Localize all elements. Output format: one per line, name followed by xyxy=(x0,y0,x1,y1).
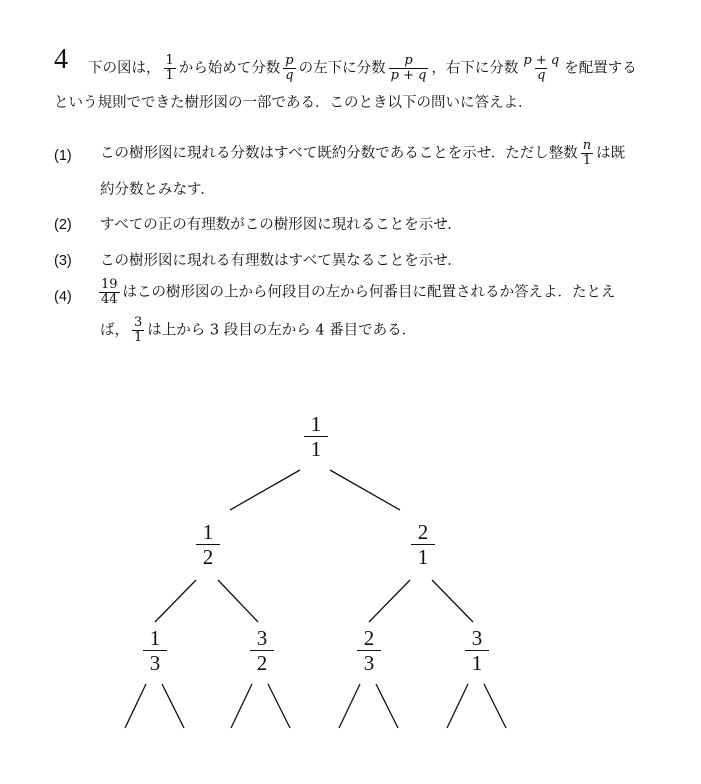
question-3-text: この樹形図に現れる有理数はすべて異なることを示せ． xyxy=(100,253,462,269)
question-4-label: (4) xyxy=(54,289,72,305)
tree-node-l3-2: 3 2 xyxy=(242,626,282,675)
edge-l2b-left xyxy=(369,580,410,622)
fraction-right-child: $\frac{p + q}{q}$ xyxy=(523,53,560,83)
question-1-text: この樹形図に現れる分数はすべて既約分数であることを示せ．ただし整数 $\frac{n}{1}$ は既 xyxy=(100,138,626,168)
question-4-text-line2: ば， $\frac{3}{1}$ は上から 3 段目の左から 4 番目である． xyxy=(100,315,417,345)
edge-l3b-right xyxy=(268,684,290,728)
question-1-text-line2: 約分数とみなす． xyxy=(100,182,215,198)
problem-number: 4 xyxy=(54,44,68,75)
problem-intro-line2: という規則でできた樹形図の一部である．このとき以下の問いに答えよ． xyxy=(54,95,533,111)
tree-node-l2-2: 2 1 xyxy=(403,520,443,569)
tree-node-l3-3: 2 3 xyxy=(349,626,389,675)
edge-l2b-right xyxy=(432,580,473,622)
intro-text-4: ，右下に分数 xyxy=(431,60,519,77)
edge-l2a-left xyxy=(155,580,196,622)
fraction-start: $\frac{1}{1}$ xyxy=(165,53,174,83)
fraction-pq: $\frac{p}{q}$ xyxy=(285,53,294,83)
edge-root-left xyxy=(230,470,300,510)
edge-l3b-left xyxy=(231,684,252,728)
edge-l3c-left xyxy=(339,684,360,728)
question-1-label: (1) xyxy=(54,148,72,164)
tree-node-l2-1: 1 2 xyxy=(188,520,228,569)
fraction-n-over-1: $\frac{n}{1}$ xyxy=(582,138,592,168)
fraction-3-over-1: $\frac{3}{1}$ xyxy=(134,315,143,345)
question-4-text: $\frac{19}{44}$ はこの樹形図の上から何段目の左から何番目に配置されるか答えよ．たとえ xyxy=(101,277,616,307)
question-2-text: すべての正の有理数がこの樹形図に現れることを示せ． xyxy=(100,217,462,233)
fraction-19-over-44: $\frac{19}{44}$ xyxy=(101,277,118,307)
edge-l3a-left xyxy=(125,684,146,728)
tree-node-l3-4: 3 1 xyxy=(457,626,497,675)
intro-text-3: の左下に分数 xyxy=(298,60,386,77)
edge-l3c-right xyxy=(376,684,398,728)
intro-text-2: から始めて分数 xyxy=(178,60,281,77)
edge-l2a-right xyxy=(218,580,258,622)
question-2-label: (2) xyxy=(54,217,72,233)
tree-node-l3-1: 1 3 xyxy=(135,626,175,675)
intro-text-5: を配置する xyxy=(564,60,637,77)
tree-node-root: 1 1 xyxy=(296,412,336,461)
edge-l3a-right xyxy=(162,684,184,728)
intro-text-1: 下の図は， xyxy=(88,60,161,77)
edge-l3d-right xyxy=(484,684,506,728)
question-3-label: (3) xyxy=(54,253,72,269)
edge-l3d-left xyxy=(447,684,468,728)
edge-root-right xyxy=(330,470,400,510)
fraction-left-child: $\frac{p}{p + q}$ xyxy=(390,53,427,83)
